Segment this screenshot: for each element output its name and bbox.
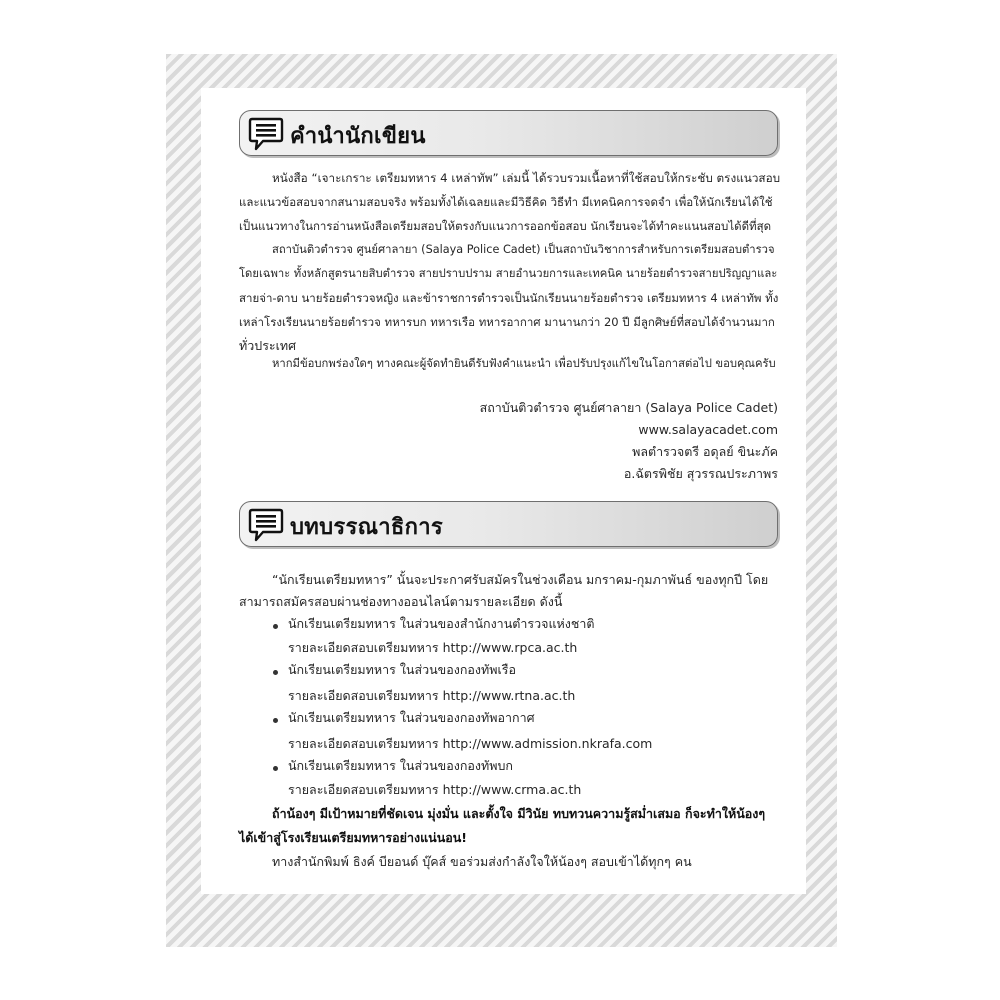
preface-line: หากมีข้อบกพร่องใดๆ ทางคณะผู้จัดทำยินดีรับฟังคำแนะนำ เพื่อปรับปรุงแก้ไขในโอกาสต่อไป ขอบคุณครับ [272, 357, 776, 370]
signature-institute: สถาบันติวตำรวจ ศูนย์ศาลายา (Salaya Police Cadet) [479, 400, 778, 415]
preface-header [239, 110, 778, 156]
preface-line: เป็นแนวทางในการอ่านหนังสือเตรียมสอบให้ตรงกับแนวการออกข้อสอบ นักเรียนจะได้ทำคะแนนสอบได้ดีที่สุด [239, 219, 772, 233]
list-item-detail: รายละเอียดสอบเตรียมทหาร http://www.rtna.ac.th [288, 688, 576, 703]
bullet-dot [273, 670, 278, 675]
signature-author-1: พลตำรวจตรี อดุลย์ ขินะภัค [632, 444, 778, 459]
preface-line: เหล่าโรงเรียนนายร้อยตำรวจ ทหารบก ทหารเรือ ทหารอากาศ มานานกว่า 20 ปี มีลูกศิษย์ที่สอบได้จำนวนมาก [239, 315, 775, 329]
editorial-intro-line: สามารถสมัครสอบผ่านช่องทางออนไลน์ตามรายละเอียด ดังนี้ [239, 594, 563, 609]
preface-line: และแนวข้อสอบจากสนามสอบจริง พร้อมทั้งได้เฉลยและมีวิธีคิด วิธีทำ มีเทคนิคการจดจำ เพื่อให้นักเรียนได้ใช้ [239, 195, 773, 209]
list-item-title: นักเรียนเตรียมทหาร ในส่วนของกองทัพอากาศ [288, 710, 535, 725]
editorial-bold-line: ได้เข้าสู่โรงเรียนเตรียมทหารอย่างแน่นอน! [239, 830, 467, 845]
list-item-title: นักเรียนเตรียมทหาร ในส่วนของกองทัพเรือ [288, 662, 516, 677]
editorial-closing: ทางสำนักพิมพ์ ธิงค์ บียอนด์ บุ๊คส์ ขอร่วมส่งกำลังใจให้น้องๆ สอบเข้าได้ทุกๆ คน [272, 854, 692, 869]
bullet-dot [273, 766, 278, 771]
preface-line: หนังสือ “เจาะเกราะ เตรียมทหาร 4 เหล่าทัพ” เล่มนี้ ได้รวบรวมเนื้อหาที่ใช้สอบให้กระชับ ตรงแนวสอบ [272, 171, 781, 185]
list-item-detail: รายละเอียดสอบเตรียมทหาร http://www.crma.ac.th [288, 782, 582, 797]
preface-line: สายจ่า-ดาบ นายร้อยตำรวจหญิง และข้าราชการตำรวจเป็นนักเรียนนายร้อยตำรวจ เตรียมทหาร 4 เหล่าทัพ ทั้ง [239, 291, 779, 305]
signature-author-2: อ.ฉัตรพิชัย สุวรรณประภาพร [623, 466, 778, 481]
speech-bubble-icon [248, 507, 284, 543]
speech-bubble-icon [248, 116, 284, 152]
preface-line: โดยเฉพาะ ทั้งหลักสูตรนายสิบตำรวจ สายปราบปราม สายอำนวยการและเทคนิค นายร้อยตำรวจสายปริญญาและ [239, 267, 778, 280]
editorial-header [239, 501, 778, 547]
editorial-title: บทบรรณาธิการ [290, 515, 444, 540]
editorial-intro-line: “นักเรียนเตรียมทหาร” นั้นจะประกาศรับสมัครในช่วงเดือน มกราคม-กุมภาพันธ์ ของทุกปี โดย [272, 572, 769, 587]
editorial-bold-line: ถ้าน้องๆ มีเป้าหมายที่ชัดเจน มุ่งมั่น และตั้งใจ มีวินัย ทบทวนความรู้สม่ำเสมอ ก็จะทำให้น้องๆ [272, 806, 766, 821]
preface-line: สถาบันติวตำรวจ ศูนย์ศาลายา (Salaya Police Cadet) เป็นสถาบันวิชาการสำหรับการเตรียมสอบตำรวจ [272, 243, 775, 256]
preface-line: ทั่วประเทศ [239, 338, 297, 353]
list-item-title: นักเรียนเตรียมทหาร ในส่วนของสำนักงานตำรวจแห่งชาติ [288, 616, 595, 631]
bullet-dot [273, 624, 278, 629]
list-item-title: นักเรียนเตรียมทหาร ในส่วนของกองทัพบก [288, 758, 513, 773]
list-item-detail: รายละเอียดสอบเตรียมทหาร http://www.admission.nkrafa.com [288, 736, 653, 751]
preface-title: คำนำนักเขียน [290, 124, 426, 149]
bullet-dot [273, 718, 278, 723]
list-item-detail: รายละเอียดสอบเตรียมทหาร http://www.rpca.ac.th [288, 640, 578, 655]
signature-website: www.salayacadet.com [638, 422, 778, 437]
